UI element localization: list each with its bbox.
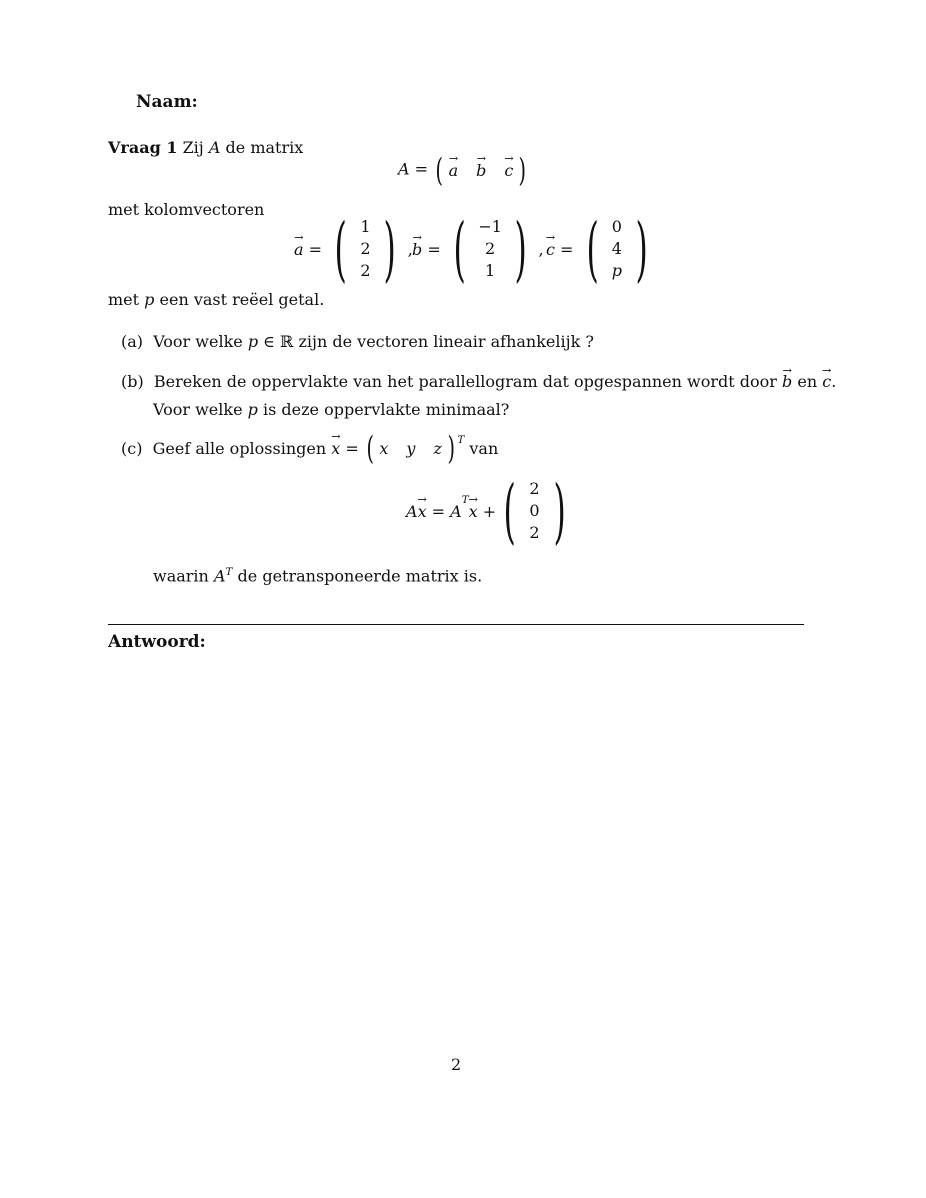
part-c-note [153, 566, 482, 585]
vector-a-def [294, 208, 413, 290]
note-sup: T [225, 566, 233, 578]
row-vector-entries [376, 439, 445, 458]
equals: = [303, 239, 328, 259]
col-a: → a [449, 161, 459, 180]
left-paren: ( [453, 208, 466, 290]
part-b-line1 [121, 372, 836, 391]
entry: 2 [360, 261, 371, 280]
right-paren: ) [635, 208, 648, 290]
separator: , [407, 239, 413, 259]
entry: 1 [485, 261, 496, 280]
left-paren: ( [435, 151, 444, 189]
entry: 1 [360, 217, 371, 236]
question-intro [108, 138, 303, 157]
part-a-text: ∈ ℝ zijn de vectoren lineair afhankelijk ? [258, 332, 594, 351]
display-eq: = [426, 501, 451, 521]
page-number: 2 [451, 1055, 462, 1074]
rhs-A: A [450, 501, 462, 521]
entry: p [611, 261, 622, 280]
p-note-post: een vast reëel getal. [159, 290, 325, 309]
entry: 2 [360, 239, 371, 258]
left-paren: ( [334, 208, 347, 290]
col-b: → b [476, 161, 486, 180]
vec-c-name: → c [546, 240, 555, 259]
p-note-var: p [144, 290, 155, 309]
equals: = [554, 239, 579, 259]
p-note [108, 290, 324, 309]
p-note-pre: met [108, 290, 140, 309]
vec-b-name: → b [412, 240, 422, 259]
vector-b-entries [473, 216, 507, 282]
part-c-vec-x: → x [331, 439, 340, 458]
matrix-lhs: A = [398, 159, 429, 179]
equals: = [422, 239, 446, 259]
separator: , [538, 239, 544, 259]
name-label: Naam: [136, 92, 198, 112]
entry: y [406, 438, 416, 458]
matrix-A [433, 151, 529, 189]
part-c-eq: = [340, 438, 364, 458]
matrix-row [446, 161, 517, 180]
right-paren: ) [514, 208, 527, 290]
col-c: → c [504, 161, 513, 180]
part-b-vec-b: → b [782, 372, 792, 391]
rhs-sup: T [461, 494, 469, 506]
rhs-x: → x [469, 502, 478, 521]
answer-label: Antwoord: [108, 632, 206, 652]
intro-var: A [208, 138, 221, 157]
part-b-line2-pre: Voor welke [153, 400, 243, 419]
part-b-label: (b) [121, 372, 144, 391]
entry: 2 [529, 479, 540, 498]
entry: z [433, 438, 442, 458]
part-b-end: . [831, 372, 837, 391]
transpose-sup: T [457, 434, 465, 446]
note-var: A [213, 566, 226, 586]
rhs-vector [496, 470, 573, 552]
lhs-x: → x [418, 502, 427, 521]
divider-rule [108, 624, 804, 625]
part-a [121, 332, 594, 351]
vector-a [327, 208, 404, 290]
entry: −1 [478, 217, 502, 236]
question-label: Vraag 1 [108, 138, 178, 157]
right-paren: ) [383, 208, 397, 290]
vec-a-name: → a [294, 240, 304, 259]
intro-text: Zij [182, 138, 204, 157]
right-paren: ) [518, 151, 527, 189]
intro-tail: de matrix [225, 138, 304, 157]
part-c-post: van [469, 438, 499, 458]
left-paren: ( [366, 429, 374, 467]
part-b-line2-post: is deze oppervlakte minimaal? [262, 400, 510, 419]
part-c-label: (c) [121, 438, 143, 458]
entry: x [379, 438, 389, 458]
entry: 2 [529, 523, 540, 542]
lhs-A: A [406, 501, 418, 521]
with-cols-text: met kolomvectoren [108, 200, 265, 219]
note-pre: waarin [153, 566, 209, 586]
part-b-line2 [153, 400, 509, 419]
part-c-display-equation [406, 470, 573, 552]
part-b-vec-c: → c [822, 372, 831, 391]
matrix-A-equation [398, 151, 529, 189]
vector-b-def [412, 208, 544, 290]
part-c-pre: Geef alle oplossingen [152, 438, 327, 458]
part-a-var: p [247, 332, 259, 351]
right-paren: ) [553, 470, 566, 552]
vector-c-entries [606, 216, 628, 282]
entry: 2 [485, 239, 496, 258]
rhs-vector-entries [524, 478, 546, 544]
row-vector [364, 429, 457, 467]
right-paren: ) [447, 429, 455, 467]
vector-c-def [546, 208, 655, 290]
vector-c [579, 208, 656, 290]
part-c-line1 [121, 429, 499, 467]
part-a-pre: Voor welke [153, 332, 243, 351]
vector-b [446, 208, 535, 290]
entry: 0 [529, 501, 540, 520]
part-b-line2-var: p [247, 400, 258, 419]
entry: 4 [611, 239, 622, 258]
display-plus: + [477, 501, 497, 521]
left-paren: ( [586, 208, 599, 290]
entry: 0 [611, 217, 622, 236]
part-a-label: (a) [121, 332, 144, 351]
left-paren: ( [503, 470, 517, 552]
part-b-and: en [797, 372, 818, 391]
part-b-text: Bereken de oppervlakte van het parallellogram dat opgespannen wordt door [153, 372, 777, 391]
vector-a-entries [354, 216, 376, 282]
note-post: de getransponeerde matrix is. [237, 566, 483, 586]
